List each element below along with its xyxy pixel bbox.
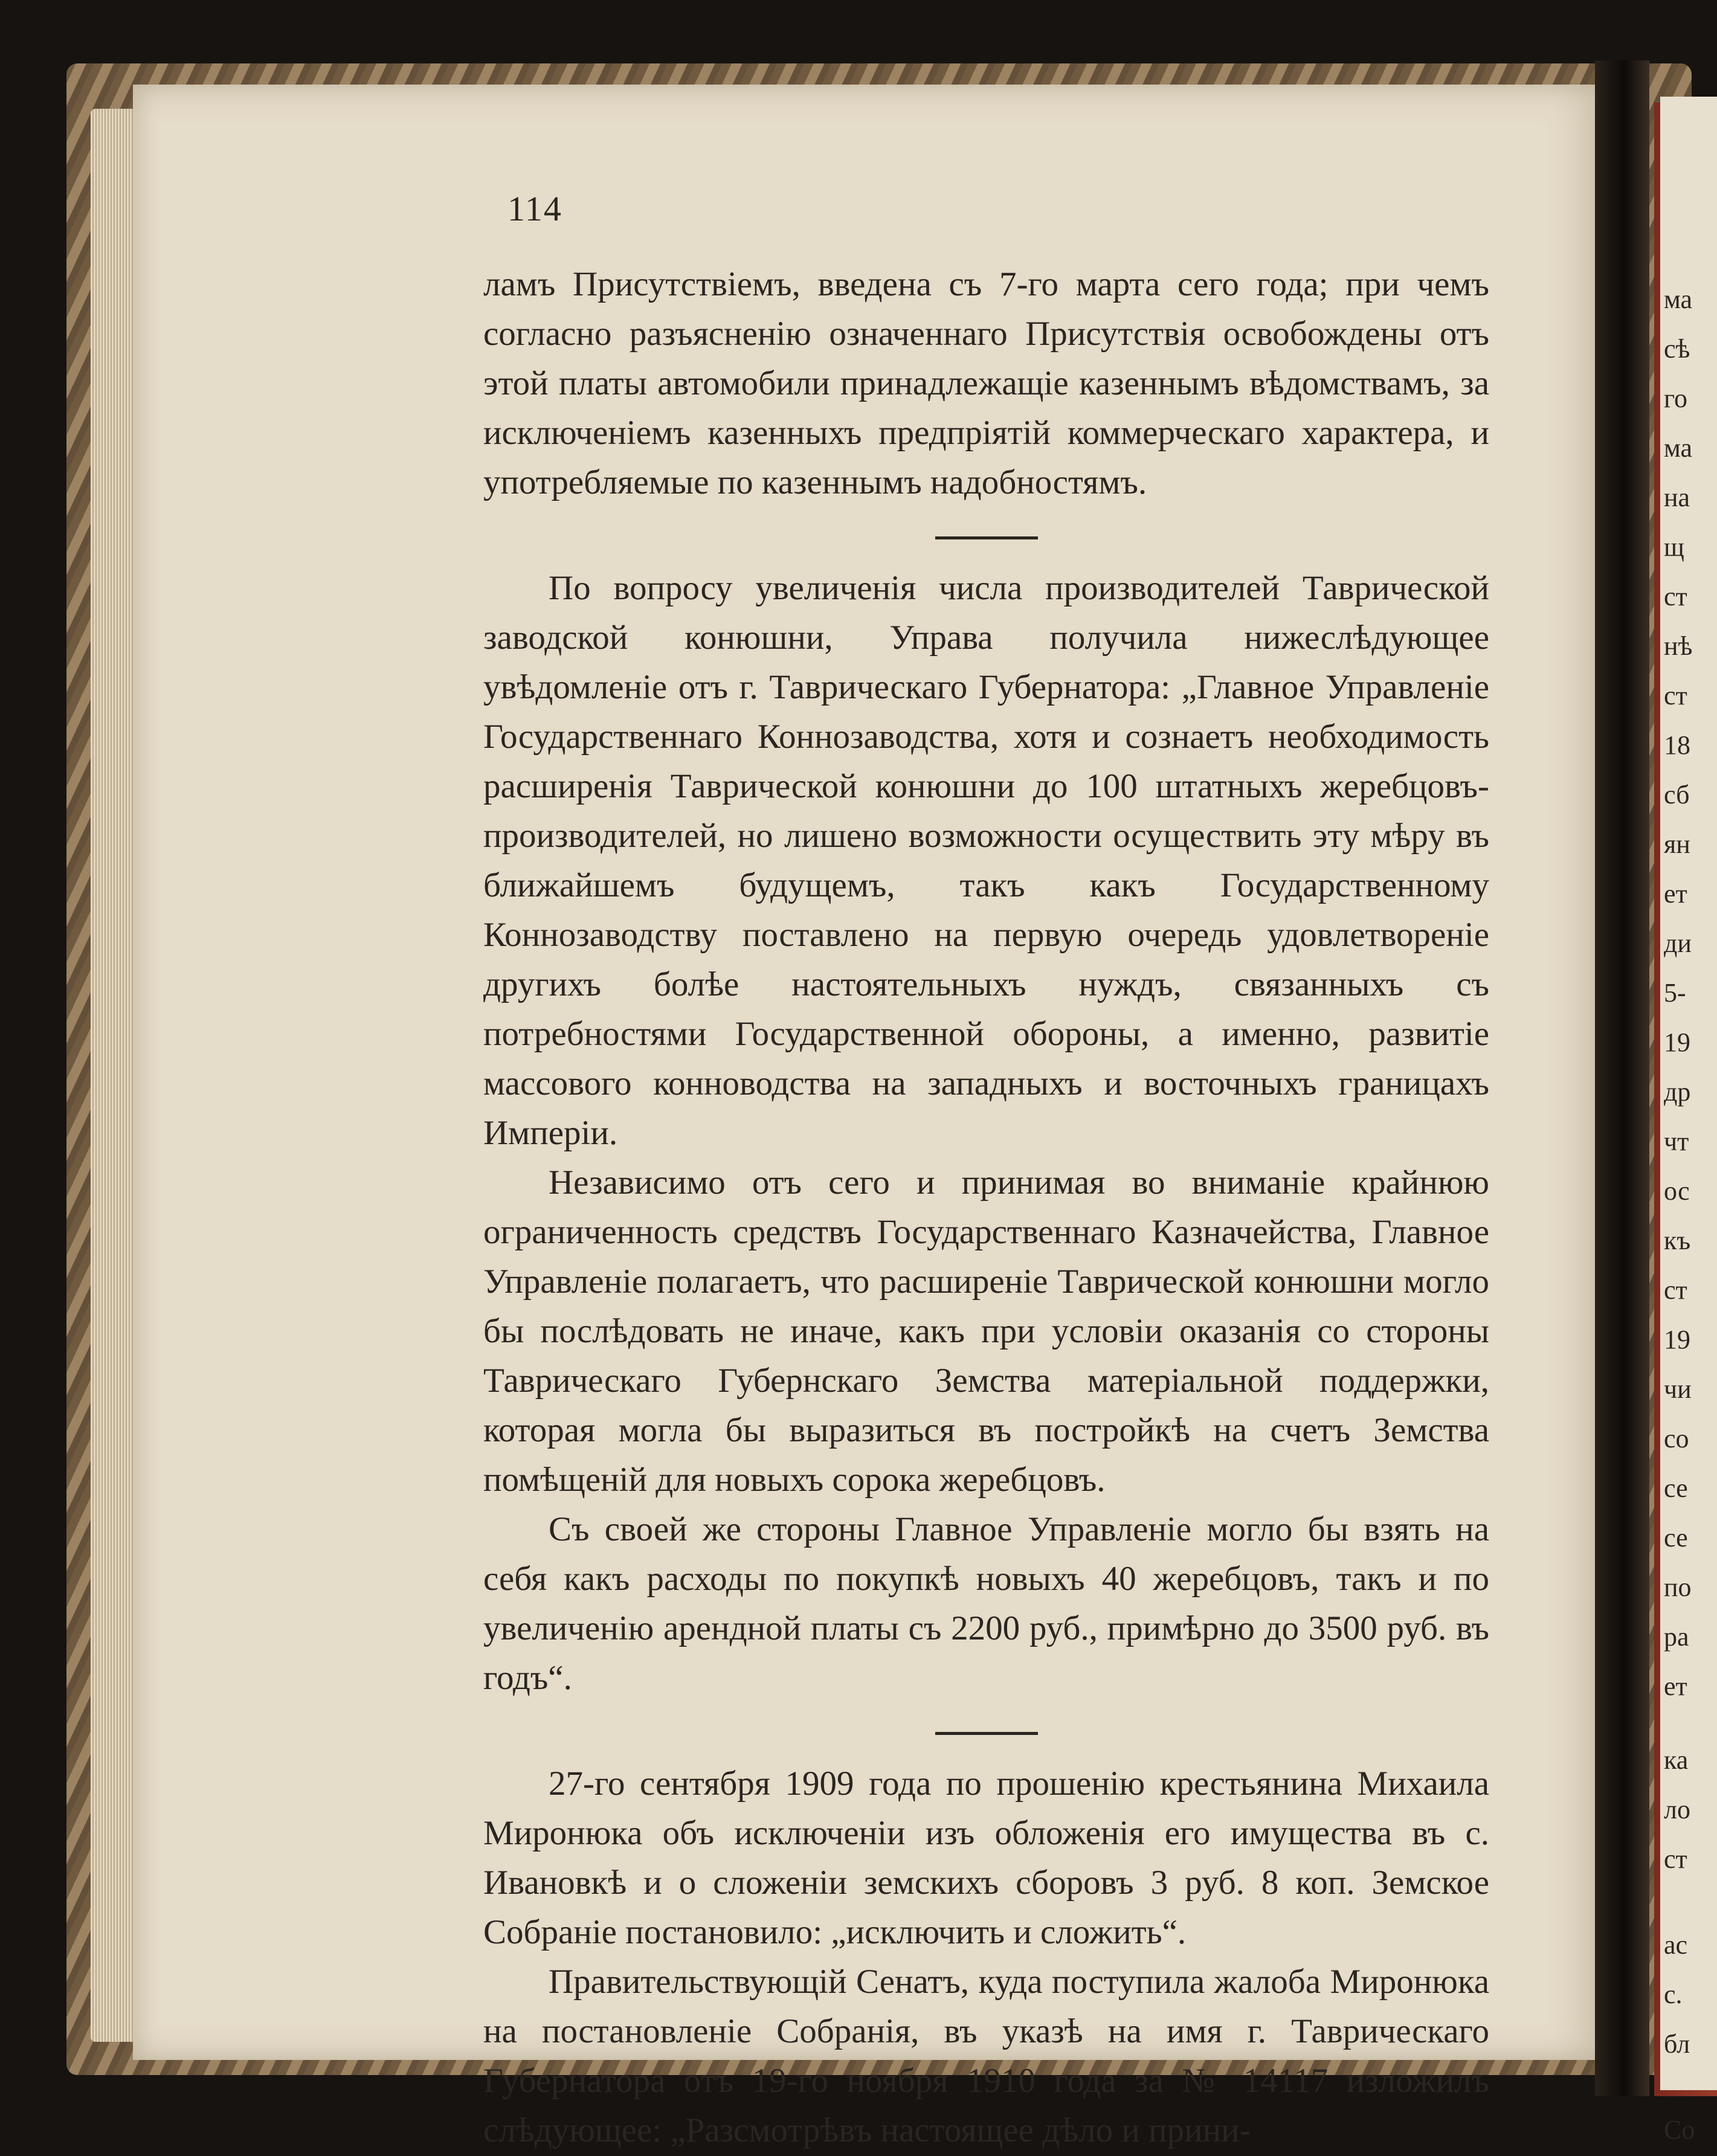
section-divider — [935, 536, 1038, 539]
paragraph: Независимо отъ сего и принимая во вниманіе крайнюю ограниченность средствъ Государственнаго Казначейства, Главное Управленіе полагаетъ, что расширеніе Таврической конюшни могло бы послѣдовать не иначе, какъ при условіи оказанія со стороны Таврическаго Губернскаго Земства матеріальной поддержки, которая могла бы выразиться въ постройкѣ на счетъ Земства помѣщеній для новыхъ сорока жеребцовъ. — [483, 1163, 1489, 1499]
right-page-text-fragment: со — [1664, 1424, 1689, 1453]
right-page-text-fragment: ка — [1664, 1745, 1689, 1775]
book-gutter — [1595, 60, 1649, 2096]
right-page-text-fragment: бл — [1664, 2029, 1690, 2059]
paragraph: По вопросу увеличенія числа производителей Таврической заводской конюшни, Управа получила нижеслѣдующее увѣдомленіе отъ г. Таврическаго Губернатора: „Главное Управленіе Государственнаго Коннозаводства, хотя и сознаетъ необходимость расширенія Таврической конюшни до 100 штатныхъ жеребцовъ-производителей, но лишено возможности осуществить эту мѣру въ ближайшемъ будущемъ, такъ какъ Государственному Коннозаводству поставлено на первую очередь удовлетвореніе другихъ болѣе настоятельныхъ нуждъ, связанныхъ съ потребностями Государственной обороны, а именно, развитіе массового конноводства на западныхъ и восточныхъ границахъ Имперіи. — [483, 569, 1489, 1152]
right-page-text-fragment: ст — [1664, 582, 1687, 611]
section-divider — [935, 1732, 1038, 1735]
right-page-text-fragment: с. — [1664, 1980, 1683, 2009]
paragraph: 27-го сентября 1909 года по прошенію крестьянина Михаила Миронюка объ исключеніи изъ обложенія его имущества въ с. Ивановкѣ и о сложеніи земскихъ сборовъ 3 руб. 8 коп. Земское Собраніе постановило: „исключить и сложить“. — [483, 1765, 1489, 1951]
right-page-text-fragment: ет — [1664, 1672, 1687, 1701]
right-page-text-fragment: ма — [1664, 433, 1693, 463]
right-page-text-fragment: ст — [1664, 1275, 1687, 1305]
page-number: 114 — [507, 189, 562, 228]
right-page-text-fragment: 19 — [1664, 1028, 1690, 1057]
paragraph: Съ своей же стороны Главное Управленіе могло бы взять на себя какъ расходы по покупкѣ новыхъ 40 жеребцовъ, такъ и по увеличенію арендной платы съ 2200 руб., примѣрно до 3500 руб. въ годъ“. — [483, 1510, 1489, 1697]
right-page-text-fragment: 5- — [1664, 978, 1686, 1008]
right-page-text-fragment: го — [1664, 384, 1687, 413]
right-page-text-fragment: ас — [1664, 1930, 1688, 1960]
right-page-text-fragment: се — [1664, 1523, 1688, 1553]
right-page-text-fragment: нѣ — [1664, 631, 1693, 661]
right-page-text-fragment: ст — [1664, 1844, 1687, 1874]
right-page-text-fragment: ра — [1664, 1622, 1689, 1652]
right-page-text-fragment: сб — [1664, 780, 1690, 809]
right-page-text-fragment: др — [1664, 1077, 1691, 1107]
right-page-fragment — [1660, 97, 1717, 2145]
right-page-text-fragment: ди — [1664, 928, 1692, 958]
right-page-text-fragment: ма — [1664, 285, 1693, 314]
right-page-text-fragment: къ — [1664, 1226, 1691, 1255]
right-page-text-fragment: на — [1664, 483, 1690, 512]
right-page-text-fragment: чт — [1664, 1127, 1689, 1156]
right-page-text-fragment: ло — [1664, 1795, 1690, 1824]
right-page-text-fragment: ян — [1664, 829, 1690, 859]
right-page-text-fragment: ст — [1664, 681, 1687, 710]
right-page-text-fragment: 19 — [1664, 1325, 1690, 1354]
right-page-text-fragment: по — [1664, 1572, 1692, 1602]
right-page-text-fragment: ет — [1664, 879, 1687, 909]
right-page-text-fragment: ос — [1664, 1176, 1690, 1206]
right-page-text-fragment: се — [1664, 1473, 1688, 1503]
right-page-text-fragment: щ — [1664, 532, 1684, 562]
right-page-text-fragment: сѣ — [1664, 334, 1690, 364]
right-page-text-fragment: 18 — [1664, 730, 1690, 760]
right-page-text-fragment: чи — [1664, 1374, 1692, 1404]
paragraph: Правительствующій Сенатъ, куда поступила жалоба Миронюка на постановленіе Собранія, въ указѣ на имя г. Таврическаго Губернатора отъ 19-го ноября 1910 года за № 14117 изложилъ слѣдующее: „Разсмотрѣвъ настоящее дѣло и прини- — [483, 1963, 1489, 2149]
paragraph: ламъ Присутствіемъ, введена съ 7-го марта сего года; при чемъ согласно разъясненію означеннаго Присутствія освобождены отъ этой платы автомобили принадлежащіе казеннымъ вѣдомствамъ, за исключеніемъ казенныхъ предпріятій коммерческаго характера, и употребляемые по казеннымъ надобностямъ. — [483, 265, 1489, 501]
right-page-text-fragment: Со — [1664, 2115, 1695, 2145]
page-text — [483, 260, 1489, 2155]
